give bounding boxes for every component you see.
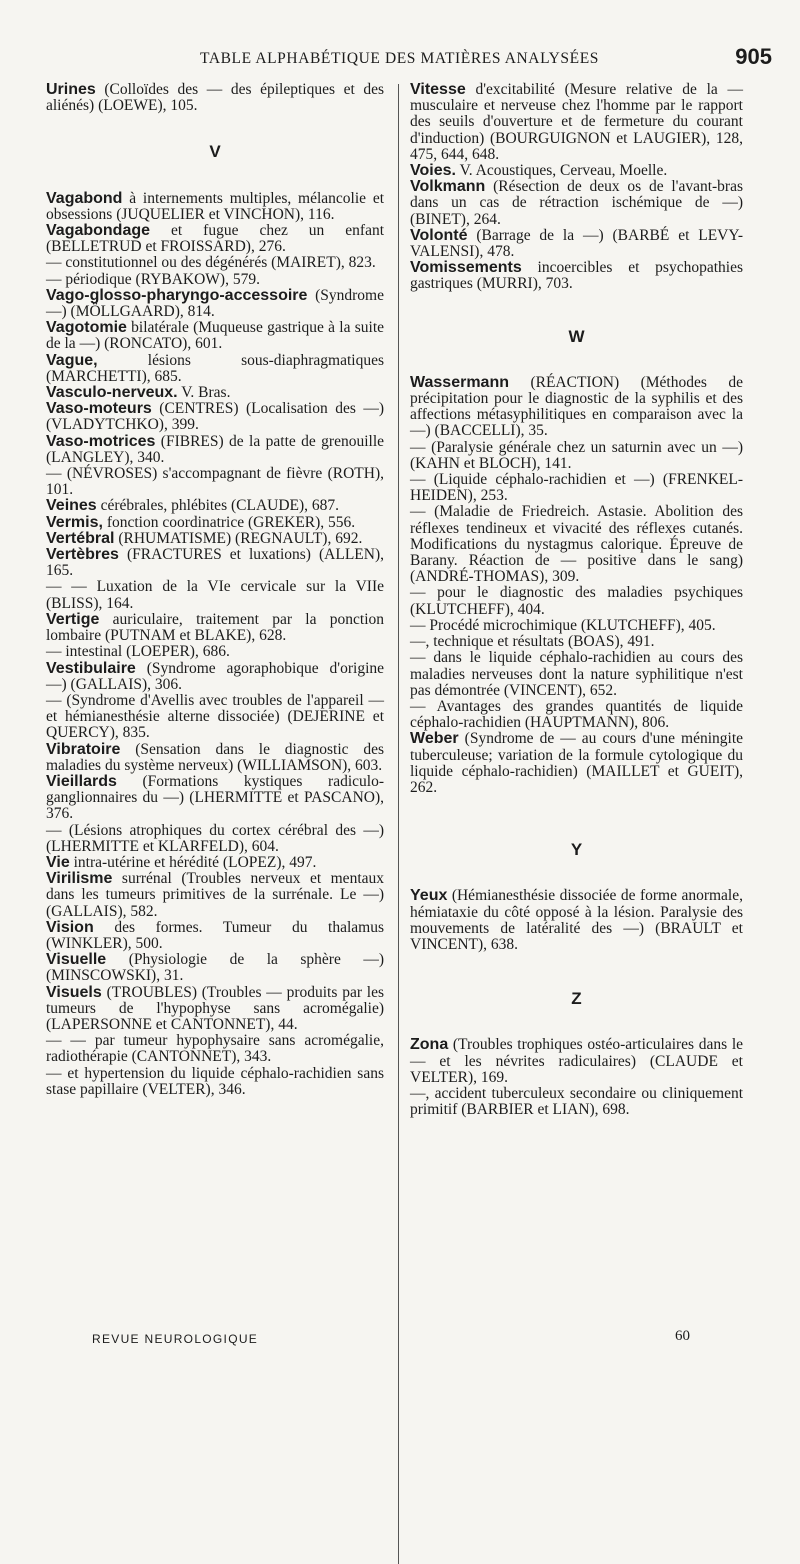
- journal-footer: REVUE NEUROLOGIQUE: [92, 1332, 259, 1346]
- index-entry: [410, 1086, 743, 1118]
- entry-text: — (Lésions atrophiques du cortex cérébral des —) (LHERMITTE et KLARFELD), 604.: [46, 821, 384, 855]
- index-entry: [46, 855, 384, 871]
- entry-text: (Syndrome agoraphobique d'origine —) (GALLAIS), 306.: [46, 659, 385, 693]
- entry-term: Vertèbres: [46, 546, 119, 564]
- entry-term: Visuels: [46, 983, 102, 1001]
- entry-text: — constitutionnel ou des dégénérés (MAIRET), 823.: [46, 254, 376, 272]
- entry-text: (Physiologie de la sphère —) (MINSCOWSKI), 31.: [46, 951, 385, 985]
- index-entry: [46, 612, 384, 644]
- entry-text: lésions sous-diaphragmatiques (MARCHETTI), 685.: [46, 351, 384, 385]
- entry-text: (RHUMATISME) (REGNAULT), 692.: [118, 529, 363, 547]
- running-title: TABLE ALPHABÉTIQUE DES MATIÈRES ANALYSÉES: [200, 50, 599, 67]
- index-entry: [410, 82, 743, 163]
- left-column: [46, 82, 384, 1098]
- signature-mark: 60: [675, 1328, 690, 1344]
- entry-term: Volonté: [410, 226, 468, 244]
- entry-text: — périodique (RYBAKOW), 579.: [46, 270, 260, 288]
- entry-term: Urines: [46, 81, 96, 98]
- entry-term: Vermis,: [46, 513, 103, 531]
- entry-text: (Syndrome de — au cours d'une méningite tuberculeuse; variation de la formule cytologique du liquide céphalo-rachidien) (MAILLET et GUEIT), 262.: [410, 730, 744, 796]
- index-entry: [410, 650, 743, 699]
- index-entry: [410, 163, 743, 179]
- entry-term: Vertige: [46, 610, 100, 628]
- index-entry: [410, 228, 743, 260]
- entry-text: (Formations kystiques radiculo-ganglionnaires du —) (LHERMITTE et PASCANO), 376.: [46, 772, 385, 823]
- entry-text: — intestinal (LOEPER), 686.: [46, 643, 230, 661]
- index-entry: [46, 255, 384, 271]
- entry-text: —, accident tuberculeux secondaire ou cliniquement primitif (BARBIER et LIAN), 698.: [410, 1084, 743, 1119]
- entry-text: intra-utérine et hérédité (LOPEZ), 497.: [73, 853, 317, 871]
- entry-term: Vestibulaire: [46, 659, 136, 677]
- entry-text: incoercibles et psychopathies gastriques (MURRI), 703.: [410, 259, 744, 293]
- index-entry: [46, 1066, 384, 1098]
- entry-text: (Syndrome —) (MÖLLGAARD), 814.: [46, 286, 384, 321]
- entry-text: — (Maladie de Friedreich. Astasie. Abolition des réflexes tendineux et vivacité des réflexes cutanés. Modifications du nystagmus calorique. Épreuve de Barany. Réaction de — positive dans le sang) (ANDRÉ-THOMAS), 309.: [410, 503, 743, 586]
- entry-term: Vision: [46, 918, 94, 936]
- index-entry: [46, 466, 384, 498]
- entry-term: Vomissements: [410, 259, 522, 277]
- entry-text: (Résection de deux os de l'avant-bras dans un cas de rétraction ischémique de —) (BINET), 264.: [410, 178, 744, 228]
- page-header: [40, 44, 772, 74]
- entry-text: surrénal (Troubles nerveux et mentaux dans les tumeurs primitives de la surrénale. Le —) (GALLAIS), 582.: [46, 870, 384, 920]
- index-entry: [46, 223, 384, 255]
- entry-term: Zona: [410, 1036, 449, 1054]
- entry-text: — Procédé microchimique (KLUTCHEFF), 405.: [410, 616, 716, 634]
- index-entry: [410, 440, 743, 472]
- entry-text: (CENTRES) (Localisation des —) (VLADYTCHKO), 399.: [46, 400, 384, 434]
- entry-term: Vertébral: [46, 529, 115, 547]
- entry-term: Volkmann: [410, 178, 486, 196]
- entry-term: Vagotomie: [46, 319, 127, 337]
- entry-text: (Hémianesthésie dissociée de forme anormale, hémiataxie du côté opposé à la lésion. Paralysie des mouvements de latéralité des —) (BRAULT et VINCENT), 638.: [410, 887, 743, 953]
- entry-text: (Sensation dans le diagnostic des maladies du système nerveux) (WILLIAMSON), 603.: [46, 740, 385, 774]
- entry-text: (Colloïdes des — des épileptiques et des aliénés) (LOEWE), 105.: [46, 81, 384, 115]
- index-entry: [46, 952, 384, 984]
- entry-term: Veines: [46, 497, 97, 515]
- entry-text: —, technique et résultats (BOAS), 491.: [410, 633, 655, 651]
- entry-term: Vaso-motrices: [46, 432, 156, 450]
- index-entry: [46, 644, 384, 660]
- entry-text: fonction coordinatrice (GREKER), 556.: [106, 513, 356, 531]
- index-entry: [46, 547, 384, 579]
- entry-text: — — Luxation de la VIe cervicale sur la VIIe (BLISS), 164.: [46, 578, 384, 612]
- entry-term: Vaso-moteurs: [46, 400, 152, 418]
- index-entry: [46, 320, 384, 352]
- section-letter: V: [209, 142, 221, 162]
- entry-term: Weber: [410, 730, 459, 748]
- entry-text: (FRACTURES et luxations) (ALLEN), 165.: [46, 546, 384, 580]
- entry-term: Visuelle: [46, 951, 107, 969]
- index-entry: [410, 472, 743, 504]
- index-entry: [46, 661, 384, 693]
- section-letter: Y: [570, 840, 583, 860]
- entry-text: — (Liquide céphalo-rachidien et —) (FRENKEL-HEIDEN), 253.: [410, 471, 743, 505]
- entry-term: Virilisme: [46, 870, 113, 888]
- entry-text: — et hypertension du liquide céphalo-rachidien sans stase papillaire (VELTER), 346.: [46, 1064, 384, 1098]
- entry-text: (Troubles trophiques ostéo-articulaires dans le — et les névrites radiculaires) (CLAUDE et VELTER), 169.: [410, 1036, 744, 1086]
- entry-text: à internements multiples, mélancolie et obsessions (JUQUELIER et VINCHON), 116.: [46, 189, 385, 223]
- index-entry: [46, 1033, 384, 1065]
- entry-text: — (Syndrome d'Avellis avec troubles de l'appareil — et hémianesthésie alterne dissociée) (DEJERINE et QUERCY), 835.: [46, 691, 384, 742]
- entry-term: Voies.: [410, 162, 456, 180]
- entry-term: Vitesse: [410, 81, 466, 98]
- index-entry: [410, 260, 743, 292]
- entry-term: Vasculo-nerveux.: [46, 384, 178, 402]
- column-divider: [398, 84, 399, 1564]
- entry-term: Vago-glosso-pharyngo-accessoire: [46, 286, 308, 304]
- index-entry: [46, 498, 384, 514]
- entry-text: (FIBRES) de la patte de grenouille (LANGLEY), 340.: [46, 432, 384, 466]
- index-entry: [46, 693, 384, 742]
- entry-text: d'excitabilité (Mesure relative de la — musculaire et nerveuse chez l'homme par le rapport des seuils d'ouverture et de fermeture du courant d'induction) (BOURGUIGNON et LAUGIER), 128, 475, 644, 648.: [410, 81, 743, 163]
- entry-text: (TROUBLES) (Troubles — produits par les tumeurs de l'hypophyse sans acromégalie) (LAPERSONNE et CANTONNET), 44.: [46, 983, 385, 1033]
- index-entry: [46, 515, 384, 531]
- entry-term: Vague,: [46, 351, 98, 369]
- entry-text: — (Paralysie générale chez un saturnin avec un —) (KAHN et BLOCH), 141.: [410, 438, 743, 472]
- index-entry: [46, 774, 384, 823]
- index-entry: [46, 823, 384, 855]
- index-entry: [410, 585, 743, 617]
- index-entry: [46, 353, 384, 385]
- index-entry: [46, 920, 384, 952]
- entry-text: (Barrage de la —) (BARBÉ et LEVY-VALENSI), 478.: [410, 226, 744, 261]
- entry-text: — Avantages des grandes quantités de liquide céphalo-rachidien (HAUPTMANN), 806.: [410, 697, 743, 732]
- entry-text: (RÉACTION) (Méthodes de précipitation pour le diagnostic de la syphilis et des affections métasyphilitiques en comparaison avec la —) (BACCELLI), 35.: [410, 373, 743, 440]
- page-number: 905: [735, 44, 772, 69]
- section-letter: W: [568, 326, 585, 346]
- entry-text: — — par tumeur hypophysaire sans acromégalie, radiothérapie (CANTONNET), 343.: [46, 1032, 384, 1066]
- entry-text: des formes. Tumeur du thalamus (WINKLER), 500.: [46, 918, 385, 952]
- index-entry: [410, 1037, 743, 1086]
- entry-text: et fugue chez un enfant (BELLETRUD et FROISSARD), 276.: [46, 222, 385, 256]
- index-entry: [46, 985, 384, 1034]
- index-entry: [46, 579, 384, 611]
- entry-text: cérébrales, phlébites (CLAUDE), 687.: [100, 497, 340, 515]
- entry-term: Vagabondage: [46, 222, 151, 240]
- index-entry: [46, 288, 384, 320]
- entry-term: Wassermann: [410, 373, 509, 391]
- entry-text: — (NÉVROSES) s'accompagnant de fièvre (ROTH), 101.: [46, 465, 384, 499]
- entry-text: V. Bras.: [181, 384, 231, 402]
- entry-text: — pour le diagnostic des maladies psychiques (KLUTCHEFF), 404.: [410, 584, 743, 618]
- index-entry: [46, 871, 384, 920]
- index-entry: [410, 888, 743, 953]
- index-entry: [46, 531, 384, 547]
- index-entry: [46, 742, 384, 774]
- entry-term: Vieillards: [46, 772, 117, 790]
- index-entry: [410, 504, 743, 585]
- index-entry: [410, 618, 743, 634]
- entry-text: auriculaire, traitement par la ponction lombaire (PUTNAM et BLAKE), 628.: [46, 610, 384, 645]
- index-entry: [46, 434, 384, 466]
- entry-text: V. Acoustiques, Cerveau, Moelle.: [459, 162, 668, 180]
- index-entry: [410, 179, 743, 228]
- section-letter: Z: [571, 989, 582, 1009]
- index-entry: [410, 699, 743, 731]
- entry-term: Vie: [46, 853, 70, 871]
- entry-text: bilatérale (Muqueuse gastrique à la suite de la —) (RONCATO), 601.: [46, 319, 385, 353]
- entry-text: — dans le liquide céphalo-rachidien au cours des maladies nerveuses dont la nature syphilitique n'est pas démontrée (VINCENT), 652.: [410, 649, 743, 699]
- index-entry: [46, 401, 384, 433]
- index-entry: [410, 634, 743, 650]
- index-entry: [410, 375, 743, 440]
- index-entry: [410, 731, 743, 796]
- entry-term: Vibratoire: [46, 740, 121, 758]
- right-column: [410, 82, 743, 1118]
- entry-term: Yeux: [410, 887, 448, 905]
- index-entry: [46, 191, 384, 223]
- index-entry: [46, 385, 384, 401]
- index-entry: [46, 82, 384, 114]
- index-entry: [46, 272, 384, 288]
- entry-term: Vagabond: [46, 189, 123, 207]
